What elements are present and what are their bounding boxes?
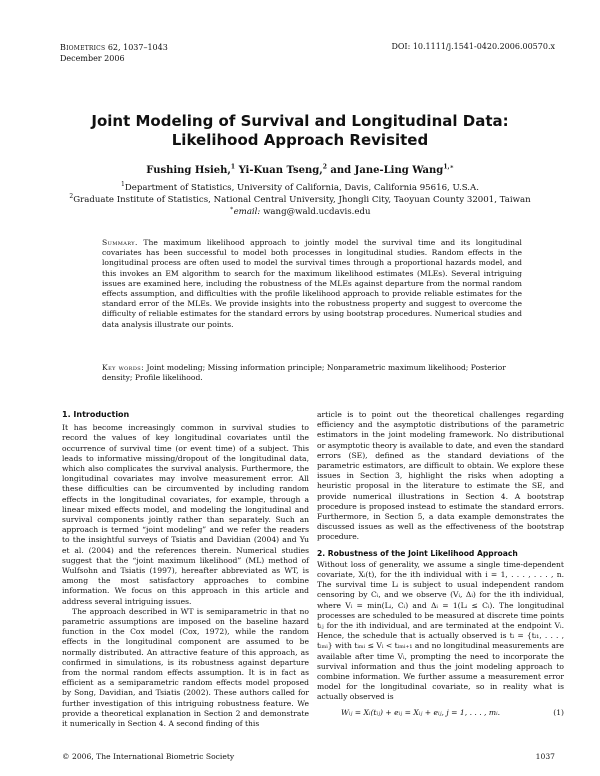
left-column (62, 410, 309, 729)
keywords-label: Key words: (102, 363, 145, 372)
title-line-1: Joint Modeling of Survival and Longitudinal Data: (91, 112, 509, 130)
section-2-heading: 2. Robustness of the Joint Likelihood Approach (317, 548, 518, 558)
right-column (317, 410, 564, 718)
affiliation-2-text: Graduate Institute of Statistics, National Central University, Jhongli City, Taoyuan County 32001, Taiwan (73, 195, 531, 205)
abstract-text: The maximum likelihood approach to jointly model the survival time and its longitudinal covariates has been successful to model both processes in longitudinal studies. Random effects in the longitudinal process are often used to model the survival times through a proportional hazards model, and this invokes an EM algorithm to search for the maximum likelihood estimates (MLEs). Several intriguing issues are examined here, including the robustness of the MLEs against departure from the normal random effects assumption, and difficulties with the profile likelihood approach to provide reliable estimates for the standard error of the MLEs. We provide insights into the robustness property and suggest to overcome the difficulty of reliable estimates for the standard errors by using bootstrap procedures. Numerical studies and data analysis illustrate our points. (102, 238, 522, 329)
journal-name: Biometrics (60, 43, 106, 52)
affiliation-2-mark: 2 (69, 193, 74, 201)
issue-date: December 2006 (60, 54, 125, 63)
section-2-paragraph-1: Without loss of generality, we assume a single time-dependent covariate, Xᵢ(t), for the ith individual with i = 1, . . . , . . . , n. The survival time Lᵢ is subject to usual independent random censoring by Cᵢ, and we observe (Vᵢ, Δᵢ) for the ith individual, where Vᵢ = min(Lᵢ, Cᵢ) and Δᵢ = 1(Lᵢ ≤ Cᵢ). The longitudinal processes are scheduled to be measured at discrete time points tᵢⱼ for the ith individual, and are terminated at the endpoint Vᵢ. Hence, the schedule that is actually observed is tᵢ = {tᵢ₁, . . . , tᵢₘᵢ} with tᵢₘᵢ ≤ Vᵢ < tᵢₘᵢ₊₁ and no longitudinal measurements are available after time Vᵢ, prompting the need to incorporate the survival information and thus the joint modeling approach to combine information. We further assume a measurement error model for the longitudinal covariate, so in reality what is actually observed is (317, 559, 564, 702)
page-number: 1037 (535, 752, 555, 761)
email-address[interactable]: wang@wald.ucdavis.edu (260, 207, 371, 217)
affiliation-1-mark: 1 (121, 181, 125, 189)
paper-title (0, 112, 600, 150)
author-2: Yi-Kuan Tseng, (238, 165, 323, 176)
journal-header (60, 42, 168, 64)
affiliation-1-text: Department of Statistics, University of California, Davis, California 95616, U.S.A. (124, 183, 479, 193)
affiliation-1 (0, 182, 600, 194)
section-1-heading: 1. Introduction (62, 410, 130, 419)
email-line (0, 206, 600, 218)
equation-1-number: (1) (553, 707, 564, 717)
abstract-label: Summary. (102, 238, 138, 247)
email-mark: ∗ (229, 205, 234, 213)
author-1-mark: 1 (230, 163, 236, 171)
abstract (102, 238, 522, 330)
email-label: email: (233, 207, 261, 217)
author-2-mark: 2 (322, 163, 327, 171)
author-1: Fushing Hsieh, (146, 165, 231, 176)
author-3-mark: 1,∗ (443, 163, 454, 171)
copyright: © 2006, The International Biometric Society (62, 752, 235, 761)
keywords-text: Joint modeling; Missing information principle; Nonparametric maximum likelihood; Posterior density; Profile likelihood. (102, 363, 506, 383)
keywords (102, 363, 522, 383)
volume-pages: 62, 1037–1043 (107, 43, 168, 52)
doi: DOI: 10.1111/j.1541-0420.2006.00570.x (391, 42, 555, 51)
affiliation-2 (0, 194, 600, 206)
title-line-2: Likelihood Approach Revisited (171, 131, 429, 149)
equation-1 (317, 708, 564, 718)
affiliations (0, 182, 600, 218)
equation-1-body: Wᵢⱼ = Xᵢ(tᵢⱼ) + eᵢⱼ = Xᵢⱼ + eᵢⱼ, j = 1, . . . , mᵢ. (341, 707, 501, 717)
intro-paragraph-2: The approach described in WT is semiparametric in that no parametric assumptions are imposed on the baseline hazard function in the Cox model (Cox, 1972), while the random effects in the longitudinal component are assumed to be normally distributed. An attractive feature of this approach, as confirmed in simulations, is its robustness against departure from the normal random effects assumption. It is in fact as efficient as a semiparametric random effects model proposed by Song, Davidian, and Tsiatis (2002). These authors called for further investigation of this intriguing robustness feature. We provide a theoretical explanation in Section 2 and demonstrate it numerically in Section 4. A second finding of this (62, 606, 309, 729)
intro-paragraph-1: It has become increasingly common in survival studies to record the values of key longitudinal covariates until the occurrence of survival time (or event time) of a subject. This leads to informative missing/dropout of the longitudinal data, which also complicates the survival analysis. Furthermore, the longitudinal covariates may involve measurement error. All these difficulties can be circumvented by including random effects in the longitudinal covariates, for example, through a linear mixed effects model, and modeling the longitudinal and survival components jointly rather than separately. Such an approach is termed “joint modeling” and we refer the readers to the insightful surveys of Tsiatis and Davidian (2004) and Yu et al. (2004) and the references therein. Numerical studies suggest that the “joint maximum likelihood” (ML) method of Wulfsohn and Tsiatis (1997), hereafter abbreviated as WT, is among the most satisfactory approaches to combine information. We focus on this approach in this article and address several intriguing issues. (62, 423, 309, 606)
authors (0, 165, 600, 176)
author-3: and Jane-Ling Wang (330, 165, 444, 176)
intro-paragraph-3: article is to point out the theoretical challenges regarding efficiency and the asymptotic distributions of the parametric estimators in the joint modeling framework. No distributional or asymptotic theory is available to date, and even the standard errors (SE), defined as the standard deviations of the parametric estimators, are difficult to obtain. We explore these issues in Section 3, highlight the risks when adopting a heuristic proposal in the literature to estimate the SE, and provide numerical illustrations in Section 4. A bootstrap procedure is proposed instead to estimate the standard errors. Furthermore, in Section 5, a data example demonstrates the discussed issues as well as the effectiveness of the bootstrap procedure. (317, 410, 564, 542)
